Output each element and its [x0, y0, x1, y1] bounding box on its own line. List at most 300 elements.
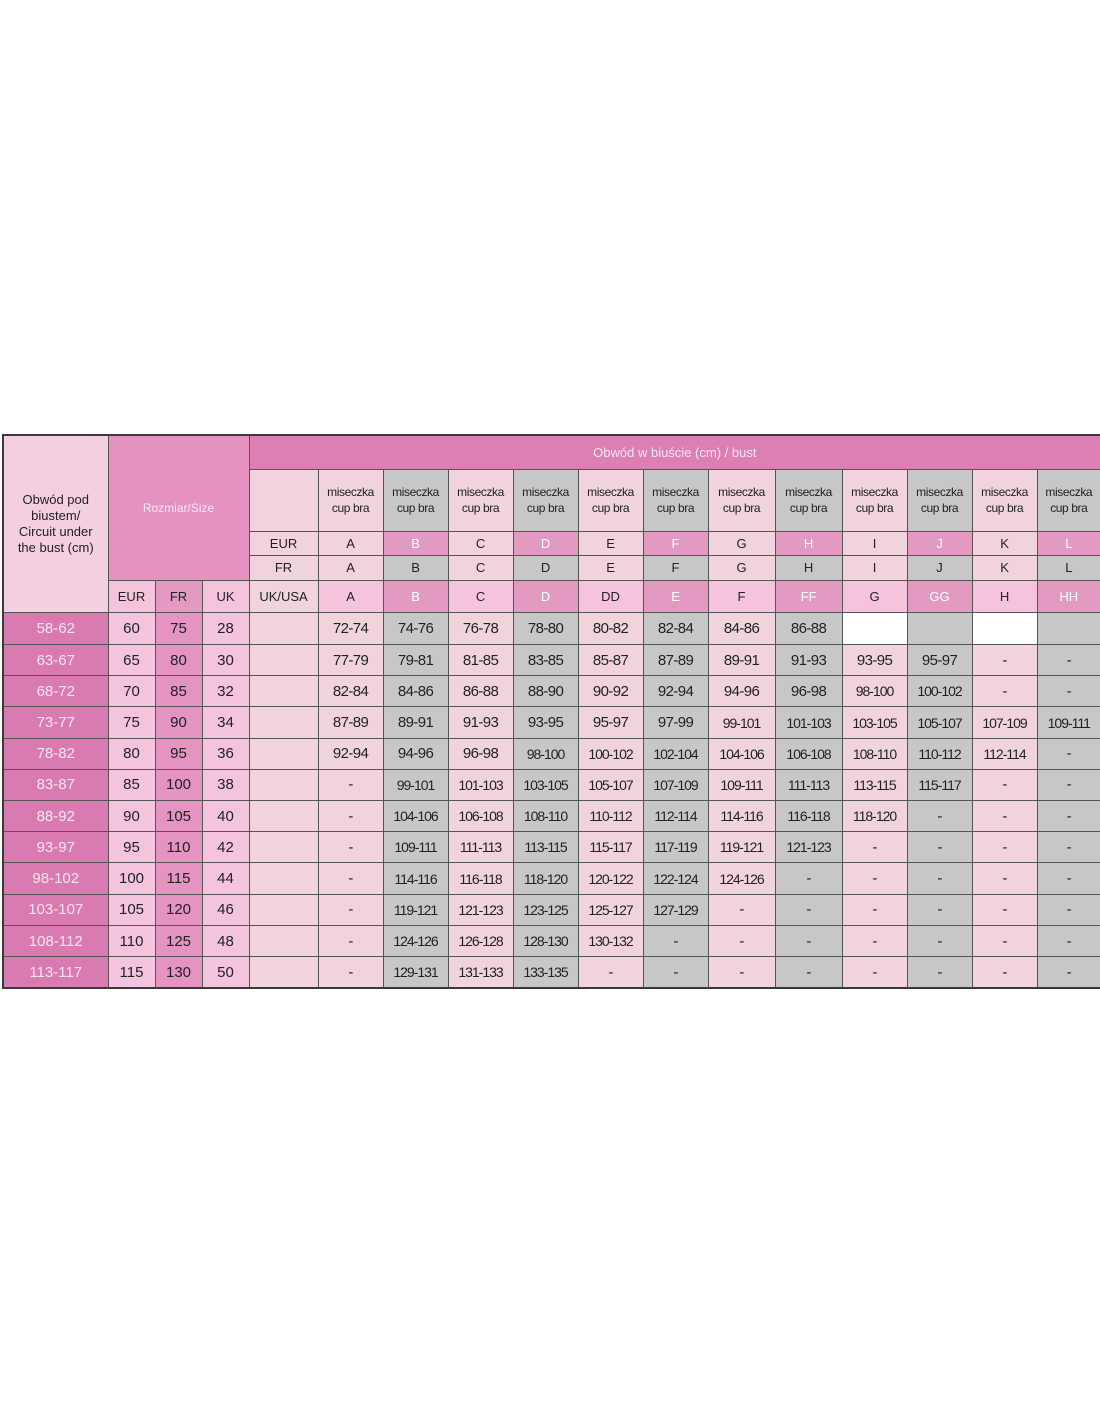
cup-header-line2: cup bra — [461, 501, 500, 516]
fr-band-cell: 105 — [155, 801, 202, 832]
fr-band-cell: 95 — [155, 738, 202, 769]
eur-band-cell: 105 — [108, 894, 155, 925]
table-row — [3, 863, 1100, 894]
cup-header-line2: cup bra — [1050, 501, 1088, 516]
cup-header-line1: miseczka — [916, 485, 963, 500]
bust-value-cell: 72-74 — [318, 612, 383, 644]
bust-value-cell: 107-109 — [643, 769, 708, 800]
underbust-cell: 88-92 — [3, 801, 108, 832]
underbust-header-line: Circuit under — [18, 523, 93, 539]
fr-cup-cell: D — [513, 556, 578, 580]
uk-band-cell: 44 — [202, 863, 249, 894]
bust-header: Obwód w biuście (cm) / bust — [249, 435, 1100, 469]
bust-value-cell: - — [708, 957, 775, 988]
bust-value-cell: - — [972, 863, 1037, 894]
bust-value-cell: - — [907, 801, 972, 832]
uk-band-cell: 46 — [202, 894, 249, 925]
bust-value-cell: - — [1037, 769, 1100, 800]
cup-header — [383, 469, 448, 531]
bust-value-cell: 82-84 — [318, 676, 383, 707]
ukusa-blank-cell — [249, 738, 318, 769]
bust-value-cell: 127-129 — [643, 894, 708, 925]
bust-value-cell: 87-89 — [643, 644, 708, 675]
bust-value-cell: 91-93 — [448, 707, 513, 738]
bust-value-cell: 112-114 — [643, 801, 708, 832]
table-row — [3, 707, 1100, 738]
fr-cup-cell: K — [972, 556, 1037, 580]
bust-value-cell: - — [318, 957, 383, 988]
bust-value-cell: - — [907, 894, 972, 925]
table-row — [3, 738, 1100, 769]
cup-header-line1: miseczka — [981, 485, 1028, 500]
uk-band-cell: 34 — [202, 707, 249, 738]
ukusa-cup-cell: G — [842, 580, 907, 612]
bust-value-cell: - — [972, 925, 1037, 956]
underbust-cell: 108-112 — [3, 925, 108, 956]
cup-header-line1: miseczka — [652, 485, 699, 500]
cup-header-blank — [249, 469, 318, 531]
bust-value-cell: - — [972, 957, 1037, 988]
cup-header — [1037, 469, 1100, 531]
eur-band-cell: 65 — [108, 644, 155, 675]
cup-header — [775, 469, 842, 531]
bust-value-cell: - — [1037, 676, 1100, 707]
bust-value-cell: - — [578, 957, 643, 988]
fr-cup-cell: I — [842, 556, 907, 580]
bust-value-cell: 105-107 — [907, 707, 972, 738]
bust-value-cell: - — [318, 832, 383, 863]
ukusa-cup-cell: GG — [907, 580, 972, 612]
eur-band-cell: 85 — [108, 769, 155, 800]
fr-band-cell: 125 — [155, 925, 202, 956]
eur-band-cell: 115 — [108, 957, 155, 988]
fr-cup-cell: L — [1037, 556, 1100, 580]
bust-value-cell: 100-102 — [907, 676, 972, 707]
bust-value-cell: 85-87 — [578, 644, 643, 675]
bust-value-cell: - — [972, 801, 1037, 832]
bust-value-cell: - — [972, 644, 1037, 675]
uk-band-cell: 30 — [202, 644, 249, 675]
fr-band-cell: 75 — [155, 612, 202, 644]
table-row — [3, 894, 1100, 925]
ukusa-blank-cell — [249, 957, 318, 988]
cup-header — [708, 469, 775, 531]
fr-cup-cell: B — [383, 556, 448, 580]
bust-value-cell — [842, 612, 907, 644]
bust-value-cell: 94-96 — [708, 676, 775, 707]
bust-value-cell: 124-126 — [383, 925, 448, 956]
ukusa-cup-cell: HH — [1037, 580, 1100, 612]
eur-band-cell: 70 — [108, 676, 155, 707]
ukusa-blank-cell — [249, 894, 318, 925]
fr-band-cell: 110 — [155, 832, 202, 863]
bust-value-cell: 82-84 — [643, 612, 708, 644]
fr-cup-cell: A — [318, 556, 383, 580]
bust-value-cell: - — [1037, 832, 1100, 863]
fr-cup-cell: E — [578, 556, 643, 580]
cup-header-line2: cup bra — [656, 501, 695, 516]
bust-value-cell: 111-113 — [775, 769, 842, 800]
bust-value-cell: 89-91 — [383, 707, 448, 738]
bust-value-cell: 99-101 — [708, 707, 775, 738]
bust-value-cell: 98-100 — [513, 738, 578, 769]
underbust-header — [3, 435, 108, 612]
bust-value-cell: 96-98 — [448, 738, 513, 769]
table-row — [3, 832, 1100, 863]
bust-value-cell: 103-105 — [513, 769, 578, 800]
bust-value-cell: - — [1037, 644, 1100, 675]
bust-value-cell: - — [907, 832, 972, 863]
eur-cup-cell: E — [578, 532, 643, 556]
cup-header-line2: cup bra — [855, 501, 894, 516]
cup-header-line1: miseczka — [587, 485, 634, 500]
underbust-cell: 93-97 — [3, 832, 108, 863]
uk-band-header: UK — [202, 580, 249, 612]
eur-band-cell: 80 — [108, 738, 155, 769]
bust-value-cell: 97-99 — [643, 707, 708, 738]
ukusa-cup-cell: D — [513, 580, 578, 612]
eur-cup-cell: C — [448, 532, 513, 556]
bust-value-cell: 125-127 — [578, 894, 643, 925]
cup-header-line1: miseczka — [392, 485, 439, 500]
bust-value-cell: 120-122 — [578, 863, 643, 894]
bust-value-cell: - — [907, 863, 972, 894]
bust-value-cell: 93-95 — [842, 644, 907, 675]
bust-value-cell: 109-111 — [708, 769, 775, 800]
bust-value-cell: 109-111 — [1037, 707, 1100, 738]
bust-value-cell: - — [775, 957, 842, 988]
underbust-cell: 73-77 — [3, 707, 108, 738]
bust-value-cell: - — [775, 894, 842, 925]
header-row-bust — [3, 435, 1100, 469]
bust-value-cell: 74-76 — [383, 612, 448, 644]
ukusa-cup-label: UK/USA — [249, 580, 318, 612]
underbust-cell: 98-102 — [3, 863, 108, 894]
bust-value-cell: 98-100 — [842, 676, 907, 707]
cup-header — [513, 469, 578, 531]
ukusa-blank-cell — [249, 676, 318, 707]
size-chart-table — [2, 434, 1100, 989]
bust-value-cell: 108-110 — [513, 801, 578, 832]
bust-value-cell: 96-98 — [775, 676, 842, 707]
bust-value-cell: - — [318, 925, 383, 956]
eur-cup-cell: H — [775, 532, 842, 556]
bust-value-cell: 115-117 — [907, 769, 972, 800]
fr-band-cell: 115 — [155, 863, 202, 894]
cup-header-line1: miseczka — [457, 485, 504, 500]
bust-value-cell: 83-85 — [513, 644, 578, 675]
bust-value-cell: 81-85 — [448, 644, 513, 675]
bust-value-cell: - — [318, 801, 383, 832]
underbust-cell: 78-82 — [3, 738, 108, 769]
eur-cup-cell: F — [643, 532, 708, 556]
bust-value-cell: 106-108 — [775, 738, 842, 769]
underbust-cell: 103-107 — [3, 894, 108, 925]
uk-band-cell: 48 — [202, 925, 249, 956]
cup-header — [972, 469, 1037, 531]
underbust-cell: 63-67 — [3, 644, 108, 675]
uk-band-cell: 38 — [202, 769, 249, 800]
bust-value-cell: 126-128 — [448, 925, 513, 956]
bust-value-cell: 110-112 — [578, 801, 643, 832]
bust-value-cell: - — [907, 957, 972, 988]
header-row-ukusa — [3, 580, 1100, 612]
cup-header-line2: cup bra — [789, 501, 828, 516]
ukusa-blank-cell — [249, 707, 318, 738]
size-header: Rozmiar/Size — [108, 435, 249, 580]
cup-header-line2: cup bra — [591, 501, 630, 516]
bust-value-cell: 103-105 — [842, 707, 907, 738]
underbust-header-line: biustem/ — [31, 507, 81, 523]
fr-cup-cell: H — [775, 556, 842, 580]
underbust-cell: 83-87 — [3, 769, 108, 800]
bust-value-cell: 113-115 — [513, 832, 578, 863]
bust-value-cell: 86-88 — [448, 676, 513, 707]
fr-cup-cell: F — [643, 556, 708, 580]
bust-value-cell: - — [1037, 738, 1100, 769]
bust-value-cell: 86-88 — [775, 612, 842, 644]
bust-value-cell: 119-121 — [708, 832, 775, 863]
eur-cup-cell: D — [513, 532, 578, 556]
bust-value-cell: 104-106 — [383, 801, 448, 832]
ukusa-blank-cell — [249, 832, 318, 863]
ukusa-cup-cell: F — [708, 580, 775, 612]
ukusa-cup-cell: A — [318, 580, 383, 612]
cup-header-line1: miseczka — [785, 485, 832, 500]
eur-cup-cell: I — [842, 532, 907, 556]
bust-value-cell: - — [643, 925, 708, 956]
bust-value-cell: - — [1037, 957, 1100, 988]
fr-cup-cell: C — [448, 556, 513, 580]
bust-value-cell: - — [1037, 894, 1100, 925]
ukusa-cup-cell: E — [643, 580, 708, 612]
eur-cup-cell: A — [318, 532, 383, 556]
cup-header — [318, 469, 383, 531]
fr-band-cell: 130 — [155, 957, 202, 988]
fr-band-cell: 80 — [155, 644, 202, 675]
bust-value-cell — [907, 612, 972, 644]
bust-value-cell: 92-94 — [318, 738, 383, 769]
cup-header — [448, 469, 513, 531]
bust-value-cell: 123-125 — [513, 894, 578, 925]
bust-value-cell: 111-113 — [448, 832, 513, 863]
bust-value-cell: 89-91 — [708, 644, 775, 675]
bust-value-cell: 101-103 — [775, 707, 842, 738]
bust-value-cell: 109-111 — [383, 832, 448, 863]
cup-header-line1: miseczka — [851, 485, 898, 500]
bust-value-cell: 100-102 — [578, 738, 643, 769]
eur-cup-cell: J — [907, 532, 972, 556]
bust-value-cell: - — [643, 957, 708, 988]
ukusa-blank-cell — [249, 863, 318, 894]
bust-value-cell: - — [1037, 925, 1100, 956]
fr-band-cell: 120 — [155, 894, 202, 925]
cup-header — [842, 469, 907, 531]
cup-header-line1: miseczka — [522, 485, 569, 500]
bust-value-cell: 114-116 — [383, 863, 448, 894]
table-row — [3, 612, 1100, 644]
bust-value-cell: - — [1037, 801, 1100, 832]
fr-band-cell: 100 — [155, 769, 202, 800]
uk-band-cell: 42 — [202, 832, 249, 863]
eur-band-cell: 95 — [108, 832, 155, 863]
bust-value-cell: 107-109 — [972, 707, 1037, 738]
uk-band-cell: 40 — [202, 801, 249, 832]
uk-band-cell: 32 — [202, 676, 249, 707]
bust-value-cell: - — [972, 676, 1037, 707]
bust-value-cell: - — [972, 769, 1037, 800]
bust-value-cell: 106-108 — [448, 801, 513, 832]
cup-header-line2: cup bra — [526, 501, 565, 516]
bust-value-cell: 117-119 — [643, 832, 708, 863]
bust-value-cell: 95-97 — [578, 707, 643, 738]
table-row — [3, 769, 1100, 800]
ukusa-cup-cell: B — [383, 580, 448, 612]
bust-value-cell: - — [318, 894, 383, 925]
cup-header — [643, 469, 708, 531]
eur-cup-cell: L — [1037, 532, 1100, 556]
cup-header-line1: miseczka — [1045, 485, 1093, 500]
cup-header-line2: cup bra — [396, 501, 435, 516]
bust-value-cell: - — [708, 894, 775, 925]
ukusa-cup-cell: DD — [578, 580, 643, 612]
bust-value-cell: - — [842, 832, 907, 863]
bust-value-cell — [1037, 612, 1100, 644]
eur-cup-cell: B — [383, 532, 448, 556]
bust-value-cell: 116-118 — [448, 863, 513, 894]
bust-value-cell: 122-124 — [643, 863, 708, 894]
bust-value-cell: - — [775, 863, 842, 894]
table-row — [3, 644, 1100, 675]
ukusa-blank-cell — [249, 769, 318, 800]
bust-value-cell: 77-79 — [318, 644, 383, 675]
table-row — [3, 801, 1100, 832]
bust-value-cell: - — [842, 957, 907, 988]
underbust-header-line: Obwód pod — [22, 491, 89, 507]
bust-value-cell: 76-78 — [448, 612, 513, 644]
uk-band-cell: 36 — [202, 738, 249, 769]
bust-value-cell: 79-81 — [383, 644, 448, 675]
bust-value-cell: 104-106 — [708, 738, 775, 769]
fr-band-cell: 90 — [155, 707, 202, 738]
bust-value-cell: 90-92 — [578, 676, 643, 707]
ukusa-cup-cell: FF — [775, 580, 842, 612]
bust-value-cell: 92-94 — [643, 676, 708, 707]
underbust-cell: 58-62 — [3, 612, 108, 644]
bust-value-cell: - — [708, 925, 775, 956]
bust-value-cell: - — [972, 832, 1037, 863]
bust-value-cell: 87-89 — [318, 707, 383, 738]
cup-header-line2: cup bra — [722, 501, 761, 516]
bust-value-cell: 99-101 — [383, 769, 448, 800]
eur-cup-label: EUR — [249, 532, 318, 556]
cup-header — [907, 469, 972, 531]
ukusa-blank-cell — [249, 612, 318, 644]
cup-header-line2: cup bra — [920, 501, 959, 516]
bust-value-cell: 121-123 — [448, 894, 513, 925]
table-row — [3, 676, 1100, 707]
bust-value-cell: 93-95 — [513, 707, 578, 738]
bust-value-cell: 94-96 — [383, 738, 448, 769]
bust-value-cell: 118-120 — [842, 801, 907, 832]
bust-value-cell: 121-123 — [775, 832, 842, 863]
bust-value-cell: 95-97 — [907, 644, 972, 675]
bust-value-cell: 128-130 — [513, 925, 578, 956]
table-row — [3, 957, 1100, 988]
fr-band-header: FR — [155, 580, 202, 612]
bust-value-cell: 131-133 — [448, 957, 513, 988]
table-row — [3, 925, 1100, 956]
bust-value-cell: 84-86 — [383, 676, 448, 707]
fr-cup-label: FR — [249, 556, 318, 580]
eur-band-cell: 60 — [108, 612, 155, 644]
fr-band-cell: 85 — [155, 676, 202, 707]
bust-value-cell: 108-110 — [842, 738, 907, 769]
uk-band-cell: 50 — [202, 957, 249, 988]
underbust-cell: 68-72 — [3, 676, 108, 707]
bust-value-cell: 91-93 — [775, 644, 842, 675]
ukusa-blank-cell — [249, 644, 318, 675]
eur-cup-cell: K — [972, 532, 1037, 556]
ukusa-cup-cell: H — [972, 580, 1037, 612]
bust-value-cell: 78-80 — [513, 612, 578, 644]
ukusa-cup-cell: C — [448, 580, 513, 612]
cup-header-line1: miseczka — [718, 485, 765, 500]
bust-value-cell: - — [775, 925, 842, 956]
bust-value-cell — [972, 612, 1037, 644]
cup-header-line1: miseczka — [327, 485, 374, 500]
bust-value-cell: 112-114 — [972, 738, 1037, 769]
bust-value-cell: - — [972, 894, 1037, 925]
bust-value-cell: 129-131 — [383, 957, 448, 988]
bust-value-cell: - — [842, 925, 907, 956]
bust-value-cell: - — [1037, 863, 1100, 894]
eur-band-cell: 75 — [108, 707, 155, 738]
cup-header — [578, 469, 643, 531]
bust-value-cell: 80-82 — [578, 612, 643, 644]
bust-value-cell: 84-86 — [708, 612, 775, 644]
fr-cup-cell: G — [708, 556, 775, 580]
bust-value-cell: - — [318, 769, 383, 800]
eur-band-cell: 100 — [108, 863, 155, 894]
bust-value-cell: - — [318, 863, 383, 894]
bust-value-cell: 130-132 — [578, 925, 643, 956]
cup-header-line2: cup bra — [985, 501, 1024, 516]
bust-value-cell: 88-90 — [513, 676, 578, 707]
eur-band-header: EUR — [108, 580, 155, 612]
bust-value-cell: 119-121 — [383, 894, 448, 925]
bust-value-cell: 133-135 — [513, 957, 578, 988]
bust-value-cell: 116-118 — [775, 801, 842, 832]
bust-value-cell: 114-116 — [708, 801, 775, 832]
bust-value-cell: 113-115 — [842, 769, 907, 800]
bust-value-cell: 105-107 — [578, 769, 643, 800]
ukusa-blank-cell — [249, 925, 318, 956]
bust-value-cell: 102-104 — [643, 738, 708, 769]
bust-value-cell: 118-120 — [513, 863, 578, 894]
eur-band-cell: 90 — [108, 801, 155, 832]
bust-value-cell: 124-126 — [708, 863, 775, 894]
cup-header-line2: cup bra — [331, 501, 370, 516]
bust-value-cell: - — [842, 863, 907, 894]
bust-value-cell: - — [907, 925, 972, 956]
eur-band-cell: 110 — [108, 925, 155, 956]
eur-cup-cell: G — [708, 532, 775, 556]
uk-band-cell: 28 — [202, 612, 249, 644]
bust-value-cell: - — [842, 894, 907, 925]
bust-value-cell: 110-112 — [907, 738, 972, 769]
underbust-header-line: the bust (cm) — [17, 539, 94, 555]
